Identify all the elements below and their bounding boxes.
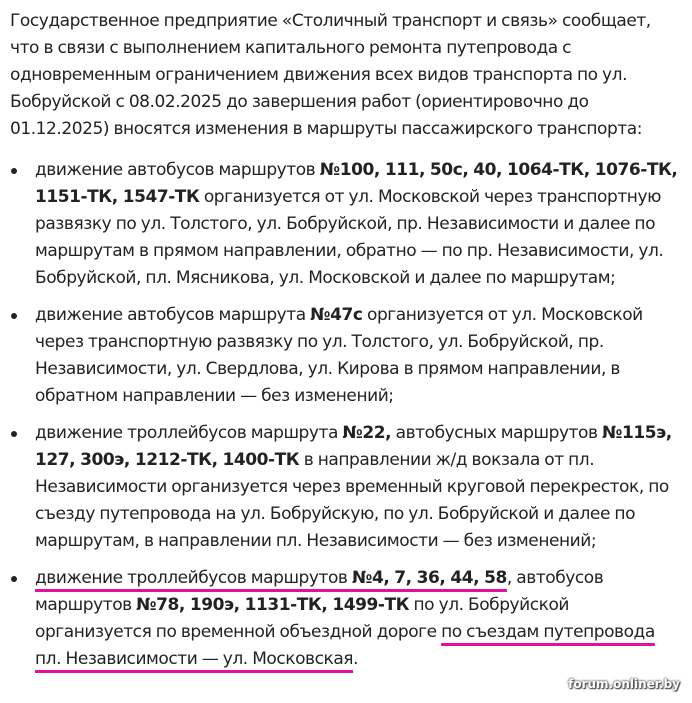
- highlighted-text: по съездам путепровода пл. Независимости — ул. Московская: [35, 622, 655, 669]
- bullet-icon: [11, 576, 17, 582]
- article-body: [10, 8, 682, 683]
- item-text: по ул. Бобруйской организуется по временной объездной дороге: [35, 595, 570, 642]
- list-item: [10, 302, 682, 410]
- bullet-icon: [11, 168, 17, 174]
- route-numbers: №47с: [310, 305, 363, 325]
- bullet-icon: [11, 313, 17, 319]
- highlighted-text: [35, 568, 507, 588]
- item-text: .: [353, 649, 359, 669]
- item-text: автобусных маршрутов: [391, 423, 602, 443]
- item-text: движение автобусов маршрутов: [35, 160, 320, 180]
- list-item: [10, 157, 682, 292]
- bullet-icon: [11, 431, 17, 437]
- list-item: [10, 420, 682, 555]
- route-numbers: №100, 111, 50с, 40, 1064-ТК, 1076-ТК, 1151-ТК, 1547-ТК: [35, 160, 678, 207]
- item-text: организуется от ул. Московской через транспортную развязку по ул. Толстого, ул. Бобруйской, пр. Независимости и далее по маршрутам в прямом направлении, обратно — по пр. Независимости, ул. Бобруйской, пл. Мясникова, ул. Московской и далее по маршрутам;: [35, 187, 664, 288]
- route-numbers: №78, 190э, 1131-ТК, 1499-ТК: [136, 595, 410, 615]
- list-item: [10, 565, 682, 673]
- route-numbers: №22,: [342, 423, 392, 443]
- route-numbers: №115э, 127, 300э, 1212-ТК, 1400-ТК: [35, 423, 672, 470]
- item-text: в направлении ж/д вокзала от пл. Независимости организуется через временный круговой перекресток, по съезду путепровода на ул. Бобруйскую, по ул. Бобруйской и далее по маршрутам, в направлении пл. Независимости — без изменений;: [35, 450, 669, 551]
- item-text: организуется от ул. Московской через транспортную развязку по ул. Толстого, ул. Бобруйской, пр. Независимости, ул. Свердлова, ул. Кирова в прямом направлении, в обратном направлении — без изменений;: [35, 305, 643, 406]
- route-changes-list: [10, 157, 682, 673]
- route-numbers: №4, 7, 36, 44, 58: [351, 568, 507, 588]
- item-text: движение автобусов маршрута: [35, 305, 311, 325]
- item-text: движение троллейбусов маршрутов: [35, 568, 352, 588]
- item-text: , автобусов маршрутов: [35, 568, 604, 615]
- watermark: forum.onliner.by: [568, 677, 680, 691]
- intro-paragraph: Государственное предприятие «Столичный транспорт и связь» сообщает, что в связи с выполнением капитального ремонта путепровода с одновременным ограничением движения всех видов транспорта по ул. Бобруйской с 08.02.2025 до завершения работ (ориентировочно до 01.12.2025) вносятся изменения в маршруты пассажирского транспорта:: [10, 11, 651, 139]
- item-text: движение троллейбусов маршрута: [35, 423, 343, 443]
